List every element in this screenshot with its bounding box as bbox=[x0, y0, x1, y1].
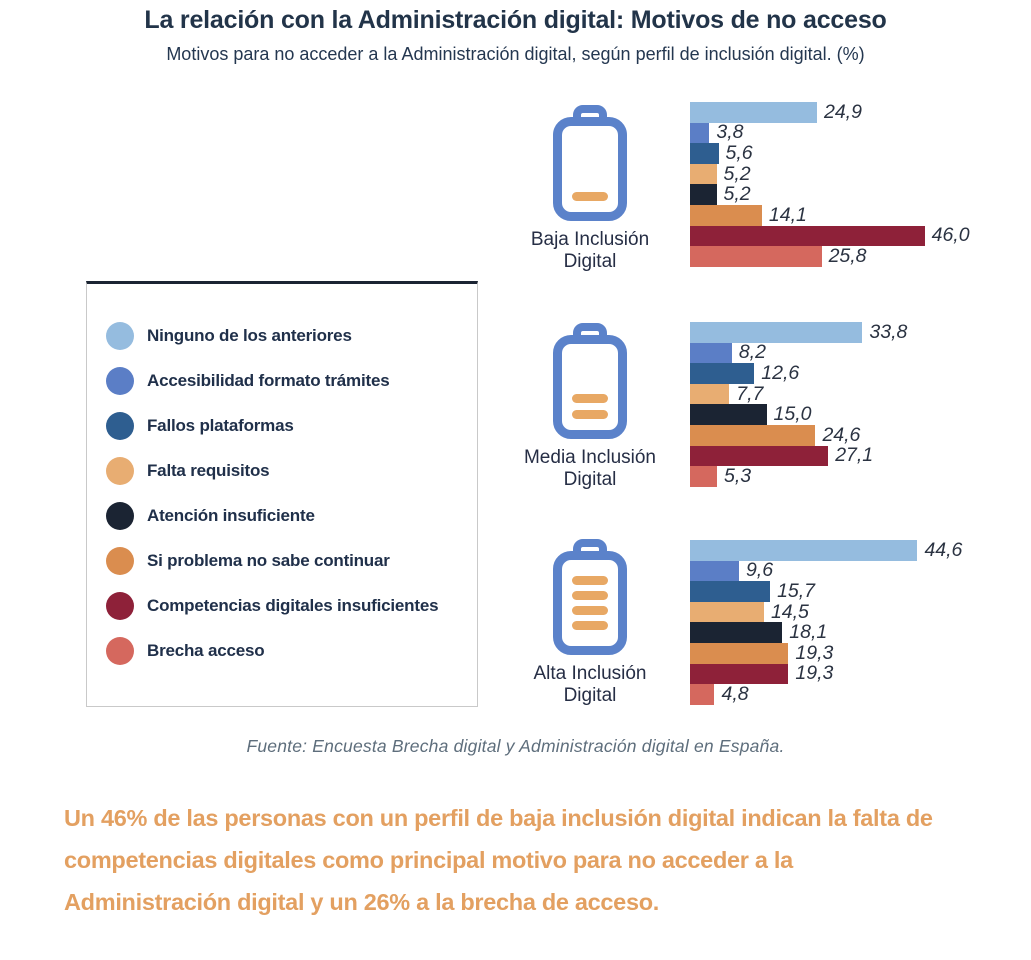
legend-label: Fallos plataformas bbox=[147, 416, 294, 435]
highlight-text-segment: Un 46% de las personas con un perfil de bbox=[64, 805, 510, 831]
battery-cells bbox=[562, 560, 618, 646]
source-note: Fuente: Encuesta Brecha digital y Administración digital en España. bbox=[246, 736, 785, 756]
bar-row bbox=[690, 143, 970, 164]
bar-value-label: 15,7 bbox=[777, 579, 816, 602]
bar-row bbox=[690, 581, 962, 602]
battery-cells bbox=[562, 126, 618, 212]
bar-value-label: 12,6 bbox=[761, 361, 800, 384]
legend-label: Accesibilidad formato trámites bbox=[147, 371, 390, 390]
bar-row bbox=[690, 466, 907, 487]
group-label: Alta Inclusión Digital bbox=[533, 663, 647, 706]
bar-row bbox=[690, 363, 907, 384]
page-subtitle: Motivos para no acceder a la Administración digital, según perfil de inclusión digital. (%) bbox=[166, 44, 865, 64]
bar bbox=[690, 164, 717, 185]
bar-value-label: 14,1 bbox=[768, 203, 807, 226]
group-label: Baja Inclusión Digital bbox=[530, 229, 650, 272]
battery-icon bbox=[544, 105, 636, 223]
legend-label: Falta requisitos bbox=[147, 461, 270, 480]
bar-value-label: 15,0 bbox=[773, 403, 812, 426]
bar-value-label: 46,0 bbox=[931, 224, 970, 247]
bar-row bbox=[690, 446, 907, 467]
legend-label: Si problema no sabe continuar bbox=[147, 551, 390, 570]
battery-block bbox=[505, 323, 675, 491]
group-alta-inclusion bbox=[0, 535, 1031, 715]
battery-cells bbox=[562, 344, 618, 430]
bar bbox=[690, 425, 815, 446]
bar bbox=[690, 404, 767, 425]
bar bbox=[690, 205, 762, 226]
bar bbox=[690, 622, 782, 643]
bar bbox=[690, 540, 917, 561]
bar bbox=[690, 363, 754, 384]
legend-item bbox=[106, 502, 477, 530]
legend-label: Ninguno de los anteriores bbox=[147, 326, 352, 345]
bar-value-label: 4,8 bbox=[721, 682, 749, 705]
bar-row bbox=[690, 561, 962, 582]
bar-row bbox=[690, 226, 970, 247]
battery-block bbox=[505, 105, 675, 273]
battery-charge-cell bbox=[572, 621, 608, 630]
bar bbox=[690, 643, 788, 664]
battery-body bbox=[553, 551, 627, 655]
bar-value-label: 8,2 bbox=[738, 341, 766, 364]
bar bbox=[690, 664, 788, 685]
bar-row bbox=[690, 322, 907, 343]
bar-row bbox=[690, 684, 962, 705]
bar bbox=[690, 143, 719, 164]
battery-charge-cell bbox=[572, 192, 608, 201]
bar-row bbox=[690, 425, 907, 446]
bar-value-label: 5,6 bbox=[725, 141, 753, 164]
bar-value-label: 7,7 bbox=[736, 382, 764, 405]
bar-group bbox=[690, 102, 970, 267]
bar-row bbox=[690, 205, 970, 226]
battery-charge-cell bbox=[572, 606, 608, 615]
bar bbox=[690, 102, 817, 123]
bar-row bbox=[690, 643, 962, 664]
bar bbox=[690, 226, 925, 247]
bar-group bbox=[690, 540, 962, 705]
bar-row bbox=[690, 384, 907, 405]
bar-value-label: 33,8 bbox=[869, 320, 908, 343]
group-baja-inclusion bbox=[0, 97, 1031, 277]
bar-row bbox=[690, 343, 907, 364]
bar-value-label: 19,3 bbox=[795, 641, 834, 664]
bar bbox=[690, 602, 764, 623]
legend-label: Atención insuficiente bbox=[147, 506, 315, 525]
bar bbox=[690, 384, 729, 405]
battery-block bbox=[505, 539, 675, 707]
bar bbox=[690, 684, 714, 705]
bar bbox=[690, 466, 717, 487]
bar-value-label: 9,6 bbox=[745, 559, 774, 582]
bar bbox=[690, 581, 770, 602]
battery-charge-cell bbox=[572, 591, 608, 600]
battery-charge-cell bbox=[572, 576, 608, 585]
highlight-text-segment: como principal motivo para no acceder a la Administración digital y un 26% a la brecha de acceso. bbox=[64, 847, 793, 915]
bar-row bbox=[690, 602, 962, 623]
legend-label: Competencias digitales insuficientes bbox=[147, 596, 439, 615]
bar-value-label: 5,2 bbox=[723, 162, 751, 185]
bar-row bbox=[690, 540, 962, 561]
bar-value-label: 44,6 bbox=[924, 538, 963, 561]
legend-label: Brecha acceso bbox=[147, 641, 265, 660]
bar bbox=[690, 123, 709, 144]
group-label: Media Inclusión Digital bbox=[523, 447, 657, 490]
bar-row bbox=[690, 102, 970, 123]
highlight-paragraph bbox=[64, 797, 961, 923]
bar-row bbox=[690, 404, 907, 425]
page-title: La relación con la Administración digital: Motivos de no acceso bbox=[144, 6, 887, 34]
bar-row bbox=[690, 164, 970, 185]
highlight-text-segment: indican la bbox=[734, 805, 853, 831]
highlight-text-segment: falta de competencias digitales bbox=[64, 805, 933, 873]
bar-value-label: 19,3 bbox=[795, 662, 834, 685]
bar-value-label: 24,6 bbox=[822, 423, 861, 446]
bar bbox=[690, 561, 739, 582]
battery-charge-cell bbox=[572, 394, 608, 403]
bar-value-label: 5,3 bbox=[724, 464, 752, 487]
bar bbox=[690, 184, 717, 205]
bar-value-label: 25,8 bbox=[828, 244, 867, 267]
battery-charge-cell bbox=[572, 410, 608, 419]
bar-row bbox=[690, 622, 962, 643]
battery-icon bbox=[544, 539, 636, 657]
bar bbox=[690, 343, 732, 364]
bar-row bbox=[690, 184, 970, 205]
bar-value-label: 5,2 bbox=[723, 183, 751, 206]
battery-body bbox=[553, 117, 627, 221]
bar-value-label: 14,5 bbox=[770, 600, 809, 623]
bar-value-label: 27,1 bbox=[835, 444, 874, 467]
highlight-text-segment: baja inclusión digital bbox=[509, 805, 735, 831]
group-media-inclusion bbox=[0, 317, 1031, 497]
legend-swatch-icon bbox=[106, 502, 134, 530]
bar-value-label: 3,8 bbox=[716, 121, 744, 144]
bar-group bbox=[690, 322, 907, 487]
bar bbox=[690, 446, 828, 467]
bar-row bbox=[690, 123, 970, 144]
battery-icon bbox=[544, 323, 636, 441]
bar-row bbox=[690, 246, 970, 267]
battery-body bbox=[553, 335, 627, 439]
bar-row bbox=[690, 664, 962, 685]
bar-value-label: 18,1 bbox=[789, 621, 828, 644]
bar bbox=[690, 246, 822, 267]
bar-value-label: 24,9 bbox=[823, 100, 862, 123]
bar bbox=[690, 322, 862, 343]
